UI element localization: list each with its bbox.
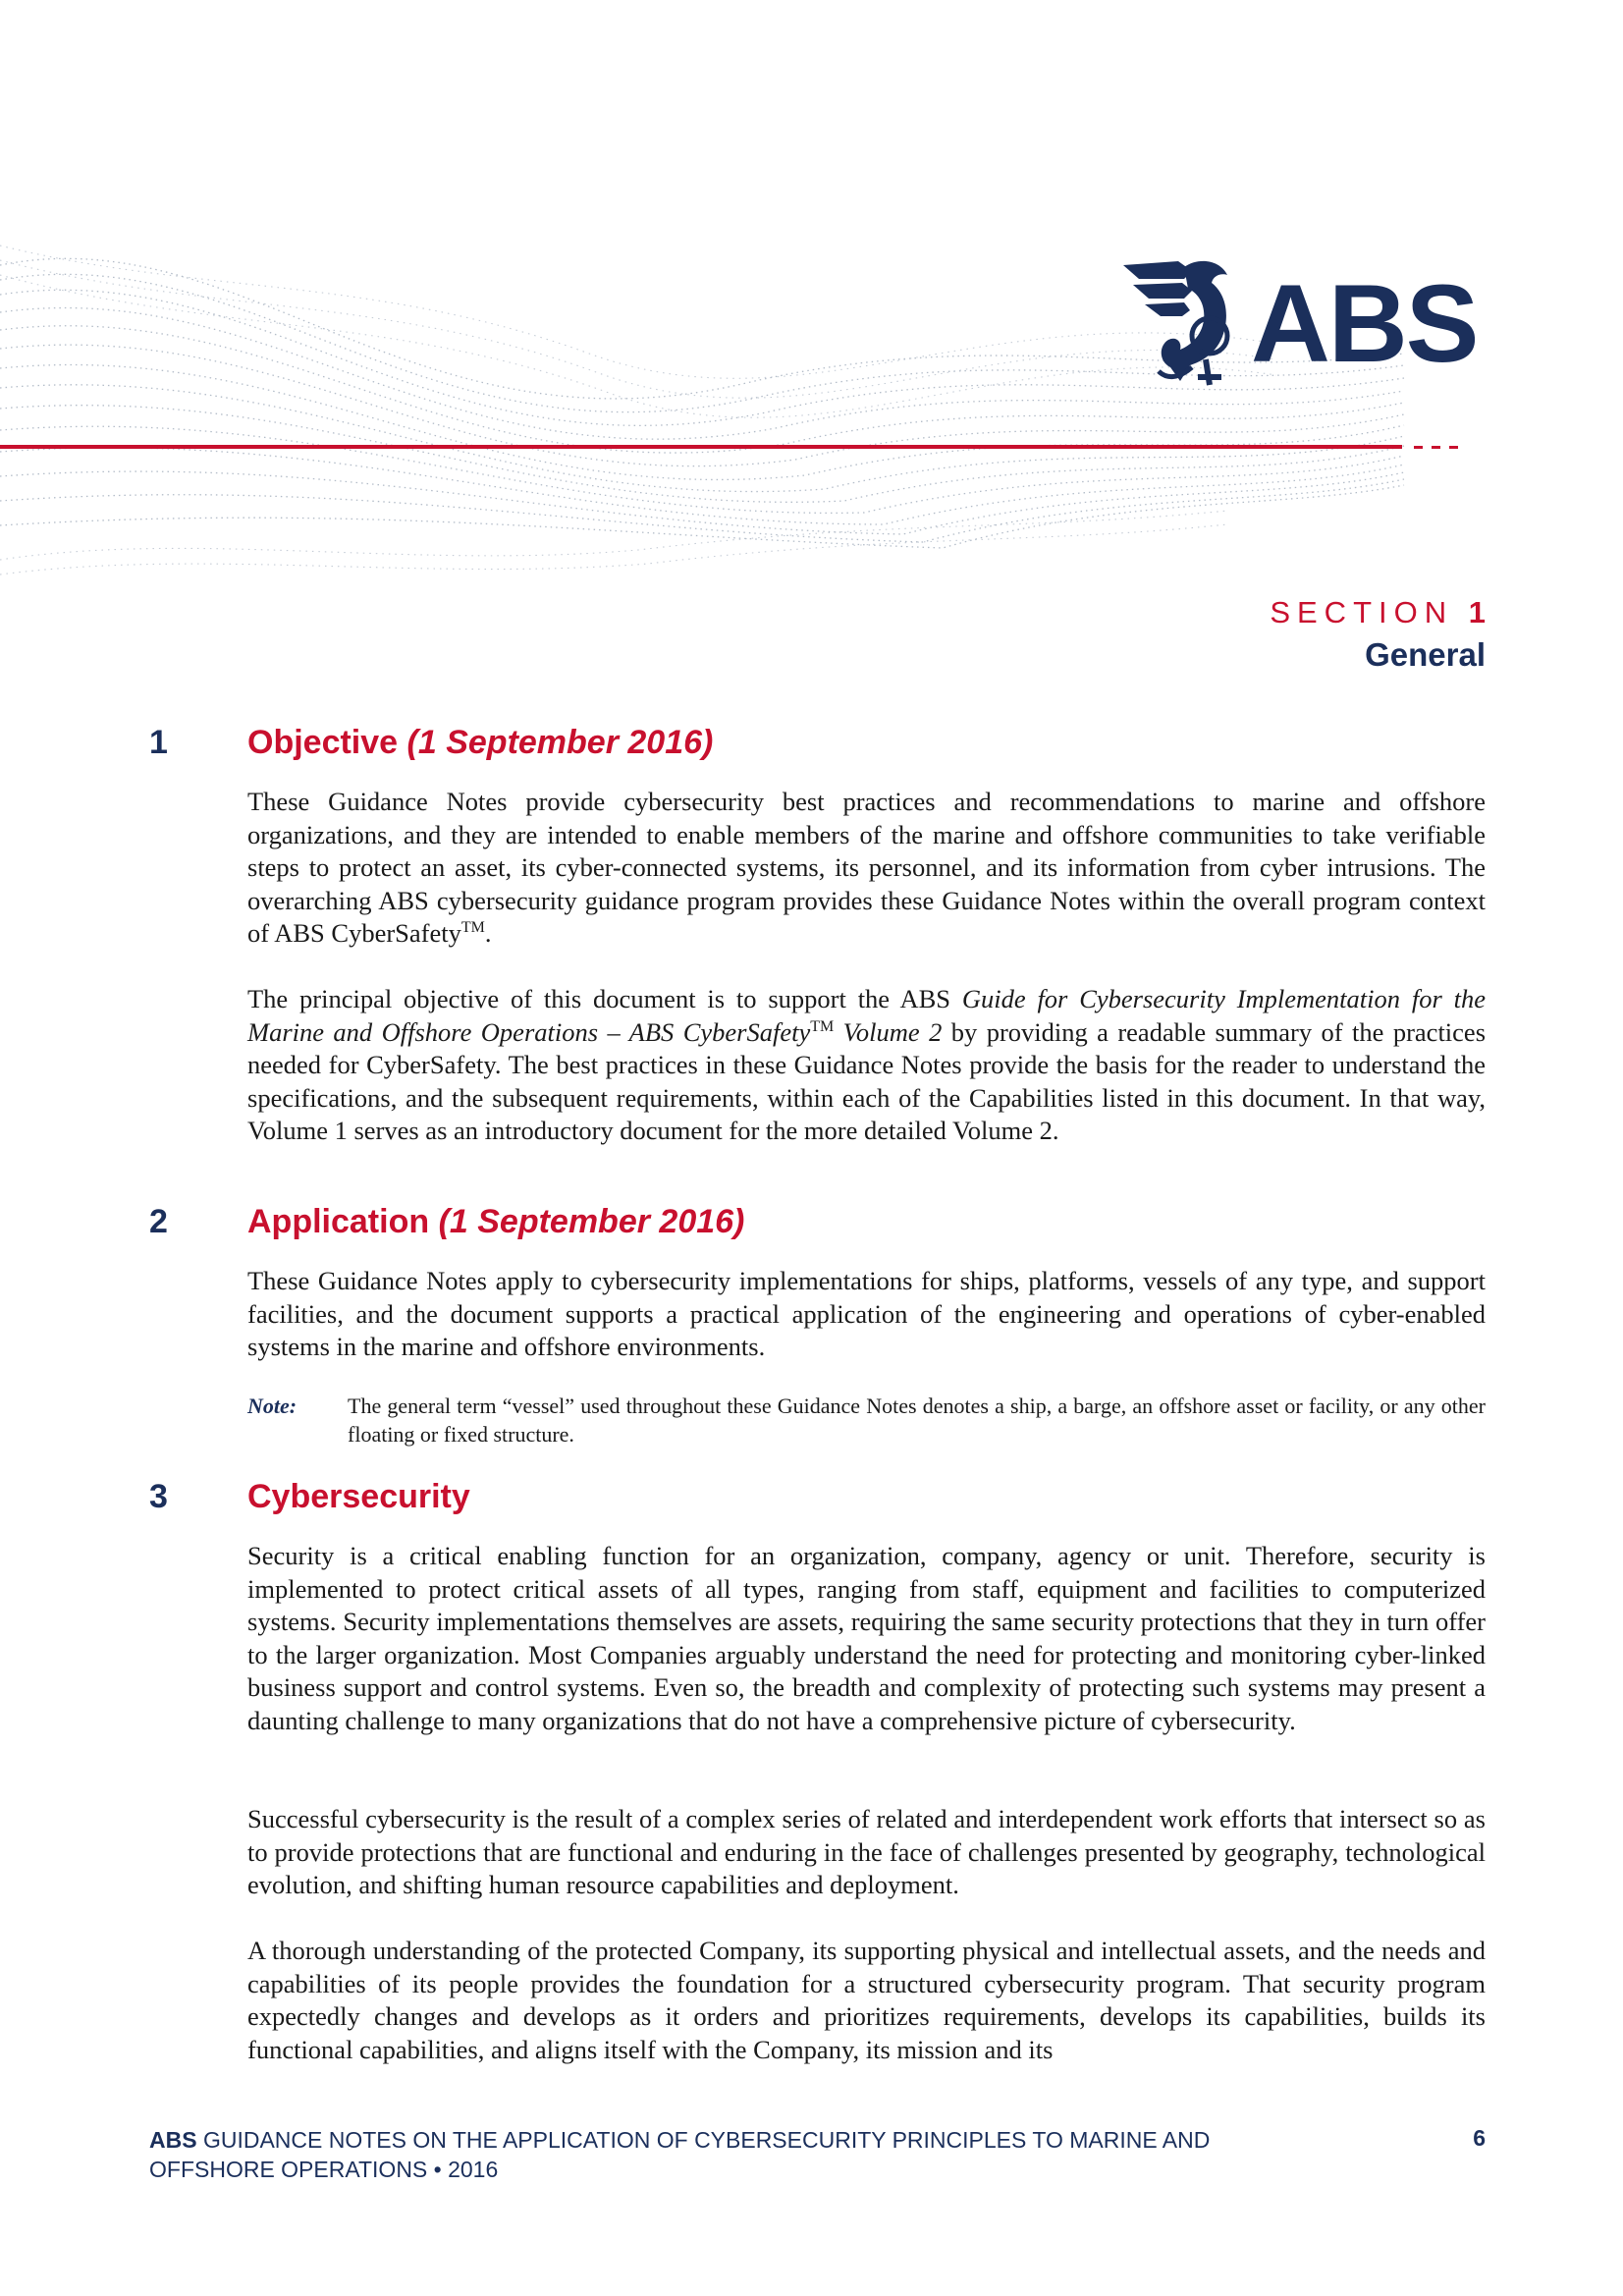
section-label <box>1270 595 1486 630</box>
guide-title-italic: Guide for Cybersecurity Implementation for the Marine and Offshore Operations – ABS CyberSafety <box>247 984 1486 1047</box>
paragraph-text: The principal objective of this document is to support the ABS <box>247 984 962 1013</box>
heading-date: (1 September 2016) <box>406 724 714 761</box>
footer-title: GUIDANCE NOTES ON THE APPLICATION OF CYBERSECURITY PRINCIPLES TO MARINE AND OFFSHORE OPERATIONS • 2016 <box>149 2127 1211 2182</box>
heading-title <box>247 724 713 762</box>
trademark-mark: TM <box>810 1017 835 1035</box>
note-text: The general term “vessel” used throughout these Guidance Notes denotes a ship, a barge, an offshore asset or facility, or any other floating or fixed structure. <box>348 1394 1486 1447</box>
header-rule-dot <box>1414 446 1423 449</box>
header-rule-dot <box>1432 446 1440 449</box>
header-rule-dot <box>1449 446 1458 449</box>
heading-title-text: Objective <box>247 724 399 761</box>
heading-cybersecurity <box>0 1478 1486 1527</box>
paragraph-text: . <box>484 918 492 948</box>
heading-title <box>247 1203 744 1241</box>
abs-eagle-emblem-icon <box>1119 257 1257 395</box>
page-number: 6 <box>1473 2125 1486 2151</box>
heading-application <box>0 1203 1486 1252</box>
section-number: 1 <box>1468 595 1486 629</box>
paragraph-objective-1 <box>247 786 1486 951</box>
footer-brand: ABS <box>149 2127 197 2153</box>
section-label-text: SECTION <box>1270 595 1454 629</box>
heading-number: 2 <box>149 1203 168 1240</box>
abs-logo-wordmark: ABS <box>1251 262 1478 385</box>
page-footer <box>149 2125 1308 2184</box>
volume-italic: Volume 2 <box>834 1016 943 1047</box>
note-label: Note: <box>247 1394 298 1418</box>
section-title: General <box>1365 636 1486 673</box>
heading-number: 1 <box>149 724 168 761</box>
abs-logo <box>1119 257 1483 395</box>
heading-number: 3 <box>149 1478 168 1515</box>
paragraph-text: by providing a readable summary of the practices needed for CyberSafety. The best practices in these Guidance Notes provide the basis for the reader to understand the specifications, and the subsequent requirements, within each of the Capabilities listed in this document. In that way, Volume 1 serves as an introductory document for the more detailed Volume 2. <box>247 1016 1487 1145</box>
paragraph-cybersecurity-1: Security is a critical enabling function for an organization, company, agency or unit. Therefore, security is implemented to protect critical assets of all types, ranging from staff, equipment and facilities to computerized systems. Security implementations themselves are assets, requiring the same security protections that they in turn offer to the larger organization. Most Companies arguably understand the need for protecting and monitoring cyber-linked business support and control systems. Even so, the breadth and complexity of protecting such systems may present a daunting challenge to many organizations that do not have a comprehensive picture of cybersecurity. <box>247 1541 1486 1735</box>
header-rule <box>0 445 1402 449</box>
paragraph-text: These Guidance Notes provide cybersecurity best practices and recommendations to marine and offshore organizations, and they are intended to enable members of the marine and offshore communities to take verifiable steps to protect an asset, its cyber-connected systems, its personnel, and its information from cyber intrusions. The overarching ABS cybersecurity guidance program provides these Guidance Notes within the overall program context of ABS CyberSafety <box>247 787 1486 948</box>
paragraph-objective-2 <box>247 983 1486 1148</box>
heading-objective <box>0 724 1486 773</box>
paragraph-cybersecurity-3: A thorough understanding of the protected Company, its supporting physical and intellectual assets, and the needs and capabilities of its people provides the foundation for a structured cybersecurity program. That security program expectedly changes and develops as it orders and prioritizes requirements, develops its capabilities, builds its functional capabilities, and aligns itself with the Company, its mission and its <box>247 1936 1486 2064</box>
trademark-mark: TM <box>460 919 485 937</box>
heading-title: Cybersecurity <box>247 1478 470 1515</box>
paragraph-application-1: These Guidance Notes apply to cybersecurity implementations for ships, platforms, vessels of any type, and support facilities, and the document supports a practical application of the engineering and operations of cyber-enabled systems in the marine and offshore environments. <box>247 1266 1486 1361</box>
heading-date: (1 September 2016) <box>438 1203 745 1240</box>
heading-title-text: Application <box>247 1203 430 1240</box>
paragraph-cybersecurity-2: Successful cybersecurity is the result of a complex series of related and interdependent work efforts that intersect so as to provide protections that are functional and enduring in the face of challenges presented by geography, technological evolution, and shifting human resource capabilities and deployment. <box>247 1804 1486 1899</box>
